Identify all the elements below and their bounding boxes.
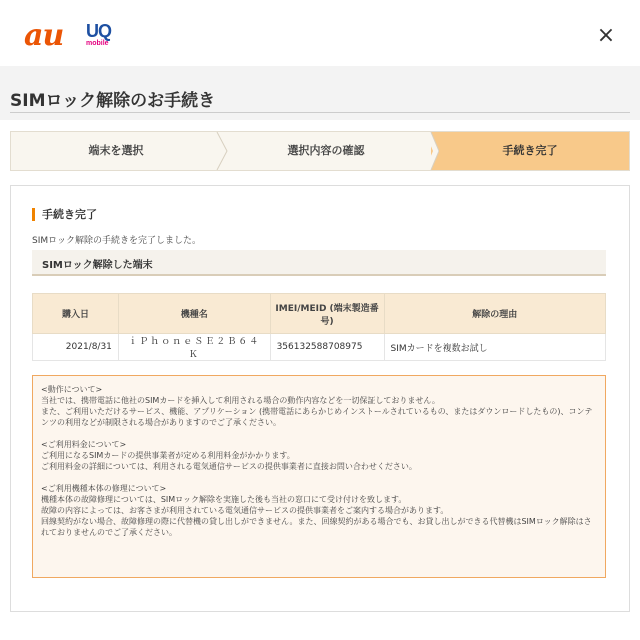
column-header-purchase-date: 購入日 (33, 294, 119, 334)
unlocked-devices-table (32, 293, 606, 361)
notes-fee-line: ご利用料金の詳細については、利用される電気通信サービスの提供事業者に直接お問い合わせください。 (41, 462, 417, 471)
uq-logo-subtext: mobile (86, 40, 109, 47)
page-title: SIMロック解除のお手続き (10, 91, 216, 111)
section-title-complete: 手続き完了 (32, 208, 97, 221)
notes-repair-line: 機種本体の故障修理については、SIMロック解除を実施した後も当社の窓口にて受け付けを致します。 (41, 495, 407, 504)
step-select-device: 端末を選択 (88, 144, 144, 157)
header (0, 0, 640, 66)
notes-repair-line: 回線契約がない場合、故障修理の際に代替機の貸し出しができません。また、回線契約がある場合でも、お貸し出しができる代替機はSIMロック解除はされておりませんのでご了承ください。 (41, 517, 592, 537)
device-section-header (32, 250, 606, 276)
notes-fee-title: <ご利用料金について> (41, 440, 127, 449)
step-chevron-icon (425, 132, 439, 170)
title-divider (10, 112, 630, 113)
reason-cell: SIMカードを複数お試し (384, 334, 605, 361)
table-header-row (33, 294, 606, 334)
au-logo: au (24, 18, 64, 53)
uq-mobile-logo (86, 22, 120, 52)
purchase-date-cell: 2021/8/31 (33, 334, 119, 361)
close-button[interactable]: × (596, 23, 616, 48)
notes-repair-line: 故障の内容によっては、お客さまが利用されている電気通信サービスの提供事業者をご案内する場合があります。 (41, 506, 449, 515)
progress-steps (10, 131, 630, 171)
device-section-title: SIMロック解除した端末 (42, 260, 153, 271)
notes-repair-title: <ご利用機種本体の修理について> (41, 484, 167, 493)
step-complete: 手続き完了 (431, 132, 629, 170)
column-header-reason: 解除の理由 (384, 294, 605, 334)
notes-box (32, 375, 606, 578)
step-confirm: 選択内容の確認 (287, 144, 365, 157)
uq-logo-text: UQ (86, 21, 111, 41)
completion-message: SIMロック解除の手続きを完了しました。 (32, 236, 201, 246)
notes-operation-line: また、ご利用いただけるサービス、機能、アプリケーション (携帯電話にあらかじめインストールされているもの、またはダウンロードしたもの)、コンテンツの利用などが制限される場合がありますのでご了承ください。 (41, 407, 593, 427)
notes-operation-line: 当社では、携帯電話に他社のSIMカードを挿入して利用される場合の動作内容などを一切保証しておりません。 (41, 396, 440, 405)
imei-cell: 356132588708975 (270, 334, 384, 361)
notes-operation-title: <動作について> (41, 385, 103, 394)
model-cell: ｉＰｈｏｎｅＳＥ２Ｂ６４Ｋ (118, 334, 270, 361)
table-row (33, 334, 606, 361)
column-header-imei: IMEI/MEID (端末製造番号) (270, 294, 384, 334)
column-header-model: 機種名 (118, 294, 270, 334)
notes-fee-line: ご利用になるSIMカードの提供事業者が定める利用料金がかかります。 (41, 451, 295, 460)
